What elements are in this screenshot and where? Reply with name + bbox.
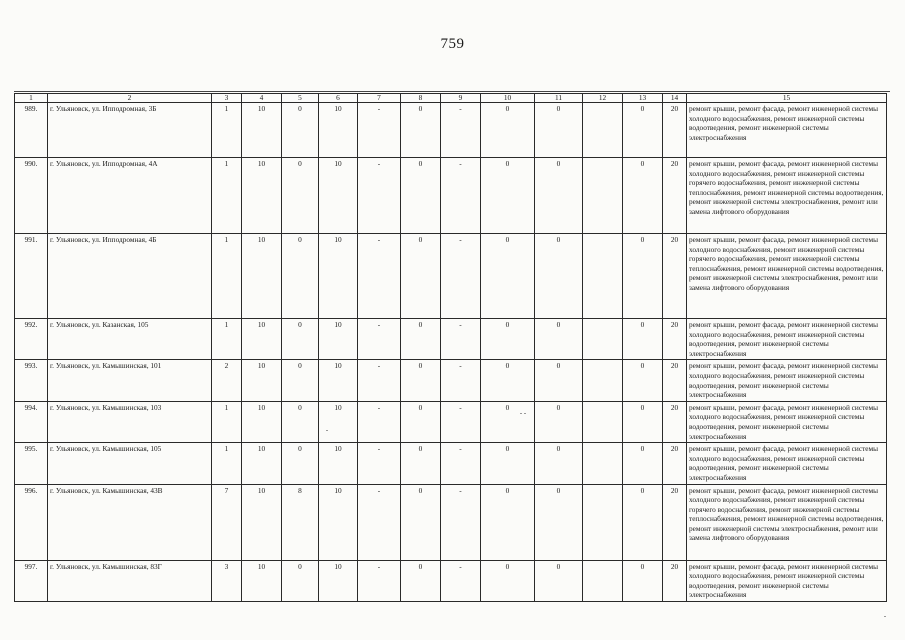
- works-cell: ремонт крыши, ремонт фасада, ремонт инженерной системы холодного водоснабжения, ремонт инженерной системы водоотведения, ремонт инженерной системы электроснабжения: [687, 560, 887, 601]
- value-cell-13: 0: [623, 360, 663, 401]
- column-header-12: 12: [583, 94, 623, 103]
- row-number: 989.: [15, 103, 48, 158]
- value-cell-10: 0: [481, 319, 535, 360]
- address-cell: г. Ульяновск, ул. Камышинская, 105: [48, 443, 212, 484]
- table-row: [15, 234, 887, 319]
- works-cell: ремонт крыши, ремонт фасада, ремонт инженерной системы холодного водоснабжения, ремонт инженерной системы горячего водоснабжения, ремонт инженерной системы теплоснабжения, ремонт инженерной системы водоотведения, ремонт инженерной системы электроснабжения, ремонт или замена лифтового оборудования: [687, 158, 887, 234]
- row-number: 994.: [15, 401, 48, 442]
- value-cell-7: -: [358, 560, 401, 601]
- column-header-2: 2: [48, 94, 212, 103]
- value-cell-3: 1: [212, 158, 242, 234]
- value-cell-4: 10: [242, 360, 282, 401]
- value-cell-9: -: [441, 234, 481, 319]
- value-cell-8: 0: [401, 103, 441, 158]
- scan-speck: [520, 413, 522, 414]
- value-cell-4: 10: [242, 103, 282, 158]
- value-cell-6: 10: [319, 103, 358, 158]
- value-cell-10: 0: [481, 401, 535, 442]
- value-cell-13: 0: [623, 103, 663, 158]
- value-cell-6: 10: [319, 484, 358, 560]
- value-cell-14: 20: [663, 103, 687, 158]
- value-cell-3: 3: [212, 560, 242, 601]
- value-cell-8: 0: [401, 560, 441, 601]
- value-cell-11: 0: [535, 443, 583, 484]
- value-cell-14: 20: [663, 319, 687, 360]
- value-cell-9: -: [441, 319, 481, 360]
- value-cell-5: 8: [282, 484, 319, 560]
- value-cell-5: 0: [282, 319, 319, 360]
- value-cell-5: 0: [282, 360, 319, 401]
- column-header-8: 8: [401, 94, 441, 103]
- value-cell-7: -: [358, 360, 401, 401]
- value-cell-6: 10: [319, 401, 358, 442]
- repair-schedule-table: [14, 93, 887, 602]
- row-number: 993.: [15, 360, 48, 401]
- value-cell-7: -: [358, 319, 401, 360]
- value-cell-9: -: [441, 158, 481, 234]
- value-cell-3: 7: [212, 484, 242, 560]
- value-cell-11: 0: [535, 360, 583, 401]
- value-cell-10: 0: [481, 484, 535, 560]
- value-cell-11: 0: [535, 484, 583, 560]
- table-row: [15, 319, 887, 360]
- value-cell-6: 10: [319, 319, 358, 360]
- column-header-11: 11: [535, 94, 583, 103]
- address-cell: г. Ульяновск, ул. Казанская, 105: [48, 319, 212, 360]
- value-cell-7: -: [358, 443, 401, 484]
- value-cell-9: -: [441, 103, 481, 158]
- value-cell-6: 10: [319, 443, 358, 484]
- value-cell-4: 10: [242, 234, 282, 319]
- value-cell-8: 0: [401, 158, 441, 234]
- page-number: 759: [440, 36, 465, 52]
- row-number: 990.: [15, 158, 48, 234]
- value-cell-7: -: [358, 103, 401, 158]
- value-cell-9: -: [441, 560, 481, 601]
- column-header-13: 13: [623, 94, 663, 103]
- value-cell-6: 10: [319, 360, 358, 401]
- value-cell-13: 0: [623, 484, 663, 560]
- column-header-14: 14: [663, 94, 687, 103]
- works-cell: ремонт крыши, ремонт фасада, ремонт инженерной системы холодного водоснабжения, ремонт инженерной системы водоотведения, ремонт инженерной системы электроснабжения: [687, 443, 887, 484]
- works-cell: ремонт крыши, ремонт фасада, ремонт инженерной системы холодного водоснабжения, ремонт инженерной системы горячего водоснабжения, ремонт инженерной системы теплоснабжения, ремонт инженерной системы водоотведения, ремонт инженерной системы электроснабжения, ремонт или замена лифтового оборудования: [687, 234, 887, 319]
- value-cell-4: 10: [242, 443, 282, 484]
- column-header-4: 4: [242, 94, 282, 103]
- table-row: [15, 158, 887, 234]
- value-cell-10: 0: [481, 443, 535, 484]
- table-row: [15, 401, 887, 442]
- value-cell-13: 0: [623, 234, 663, 319]
- value-cell-13: 0: [623, 443, 663, 484]
- value-cell-12: [583, 319, 623, 360]
- value-cell-4: 10: [242, 319, 282, 360]
- value-cell-3: 1: [212, 103, 242, 158]
- address-cell: г. Ульяновск, ул. Камышинская, 101: [48, 360, 212, 401]
- value-cell-3: 1: [212, 234, 242, 319]
- value-cell-13: 0: [623, 401, 663, 442]
- value-cell-12: [583, 234, 623, 319]
- value-cell-11: 0: [535, 234, 583, 319]
- value-cell-13: 0: [623, 319, 663, 360]
- table-row: [15, 443, 887, 484]
- table-row: [15, 560, 887, 601]
- value-cell-11: 0: [535, 103, 583, 158]
- scan-speck: [326, 430, 328, 431]
- table-row: [15, 103, 887, 158]
- value-cell-12: [583, 484, 623, 560]
- scan-speck: [884, 616, 886, 617]
- value-cell-12: [583, 560, 623, 601]
- column-header-10: 10: [481, 94, 535, 103]
- table-row: [15, 484, 887, 560]
- value-cell-9: -: [441, 401, 481, 442]
- value-cell-14: 20: [663, 484, 687, 560]
- row-number: 996.: [15, 484, 48, 560]
- value-cell-8: 0: [401, 401, 441, 442]
- column-number-row: [15, 94, 887, 103]
- value-cell-8: 0: [401, 443, 441, 484]
- value-cell-11: 0: [535, 158, 583, 234]
- value-cell-10: 0: [481, 158, 535, 234]
- value-cell-8: 0: [401, 360, 441, 401]
- value-cell-4: 10: [242, 401, 282, 442]
- value-cell-3: 1: [212, 443, 242, 484]
- value-cell-11: 0: [535, 319, 583, 360]
- value-cell-11: 0: [535, 560, 583, 601]
- value-cell-10: 0: [481, 234, 535, 319]
- value-cell-14: 20: [663, 401, 687, 442]
- value-cell-13: 0: [623, 560, 663, 601]
- column-header-5: 5: [282, 94, 319, 103]
- value-cell-4: 10: [242, 560, 282, 601]
- value-cell-5: 0: [282, 443, 319, 484]
- row-number: 995.: [15, 443, 48, 484]
- column-header-3: 3: [212, 94, 242, 103]
- value-cell-3: 2: [212, 360, 242, 401]
- value-cell-12: [583, 443, 623, 484]
- works-cell: ремонт крыши, ремонт фасада, ремонт инженерной системы холодного водоснабжения, ремонт инженерной системы водоотведения, ремонт инженерной системы электроснабжения: [687, 360, 887, 401]
- value-cell-6: 10: [319, 158, 358, 234]
- value-cell-3: 1: [212, 319, 242, 360]
- column-header-9: 9: [441, 94, 481, 103]
- works-cell: ремонт крыши, ремонт фасада, ремонт инженерной системы холодного водоснабжения, ремонт инженерной системы водоотведения, ремонт инженерной системы электроснабжения: [687, 319, 887, 360]
- value-cell-8: 0: [401, 319, 441, 360]
- table-row: [15, 360, 887, 401]
- value-cell-14: 20: [663, 443, 687, 484]
- column-header-6: 6: [319, 94, 358, 103]
- value-cell-7: -: [358, 401, 401, 442]
- value-cell-7: -: [358, 234, 401, 319]
- value-cell-8: 0: [401, 484, 441, 560]
- address-cell: г. Ульяновск, ул. Камышинская, 43В: [48, 484, 212, 560]
- value-cell-12: [583, 103, 623, 158]
- value-cell-13: 0: [623, 158, 663, 234]
- works-cell: ремонт крыши, ремонт фасада, ремонт инженерной системы холодного водоснабжения, ремонт инженерной системы водоотведения, ремонт инженерной системы электроснабжения: [687, 103, 887, 158]
- value-cell-4: 10: [242, 484, 282, 560]
- row-number: 991.: [15, 234, 48, 319]
- value-cell-10: 0: [481, 360, 535, 401]
- value-cell-14: 20: [663, 360, 687, 401]
- value-cell-4: 10: [242, 158, 282, 234]
- value-cell-5: 0: [282, 234, 319, 319]
- value-cell-7: -: [358, 484, 401, 560]
- address-cell: г. Ульяновск, ул. Ипподромная, 4А: [48, 158, 212, 234]
- value-cell-5: 0: [282, 401, 319, 442]
- value-cell-9: -: [441, 484, 481, 560]
- value-cell-3: 1: [212, 401, 242, 442]
- value-cell-6: 10: [319, 560, 358, 601]
- value-cell-8: 0: [401, 234, 441, 319]
- column-header-1: 1: [15, 94, 48, 103]
- address-cell: г. Ульяновск, ул. Ипподромная, 4Б: [48, 234, 212, 319]
- value-cell-14: 20: [663, 158, 687, 234]
- value-cell-12: [583, 158, 623, 234]
- address-cell: г. Ульяновск, ул. Ипподромная, 3Б: [48, 103, 212, 158]
- value-cell-5: 0: [282, 560, 319, 601]
- value-cell-7: -: [358, 158, 401, 234]
- works-cell: ремонт крыши, ремонт фасада, ремонт инженерной системы холодного водоснабжения, ремонт инженерной системы водоотведения, ремонт инженерной системы электроснабжения: [687, 401, 887, 442]
- column-header-7: 7: [358, 94, 401, 103]
- value-cell-10: 0: [481, 560, 535, 601]
- value-cell-14: 20: [663, 560, 687, 601]
- value-cell-12: [583, 401, 623, 442]
- value-cell-5: 0: [282, 158, 319, 234]
- value-cell-10: 0: [481, 103, 535, 158]
- value-cell-9: -: [441, 360, 481, 401]
- value-cell-5: 0: [282, 103, 319, 158]
- value-cell-6: 10: [319, 234, 358, 319]
- value-cell-9: -: [441, 443, 481, 484]
- value-cell-14: 20: [663, 234, 687, 319]
- works-cell: ремонт крыши, ремонт фасада, ремонт инженерной системы холодного водоснабжения, ремонт инженерной системы горячего водоснабжения, ремонт инженерной системы теплоснабжения, ремонт инженерной системы водоотведения, ремонт инженерной системы электроснабжения, ремонт или замена лифтового оборудования: [687, 484, 887, 560]
- top-rule: [14, 91, 890, 92]
- scan-speck: [524, 413, 526, 414]
- value-cell-11: 0: [535, 401, 583, 442]
- row-number: 997.: [15, 560, 48, 601]
- row-number: 992.: [15, 319, 48, 360]
- value-cell-12: [583, 360, 623, 401]
- address-cell: г. Ульяновск, ул. Камышинская, 83Г: [48, 560, 212, 601]
- column-header-15: 15: [687, 94, 887, 103]
- address-cell: г. Ульяновск, ул. Камышинская, 103: [48, 401, 212, 442]
